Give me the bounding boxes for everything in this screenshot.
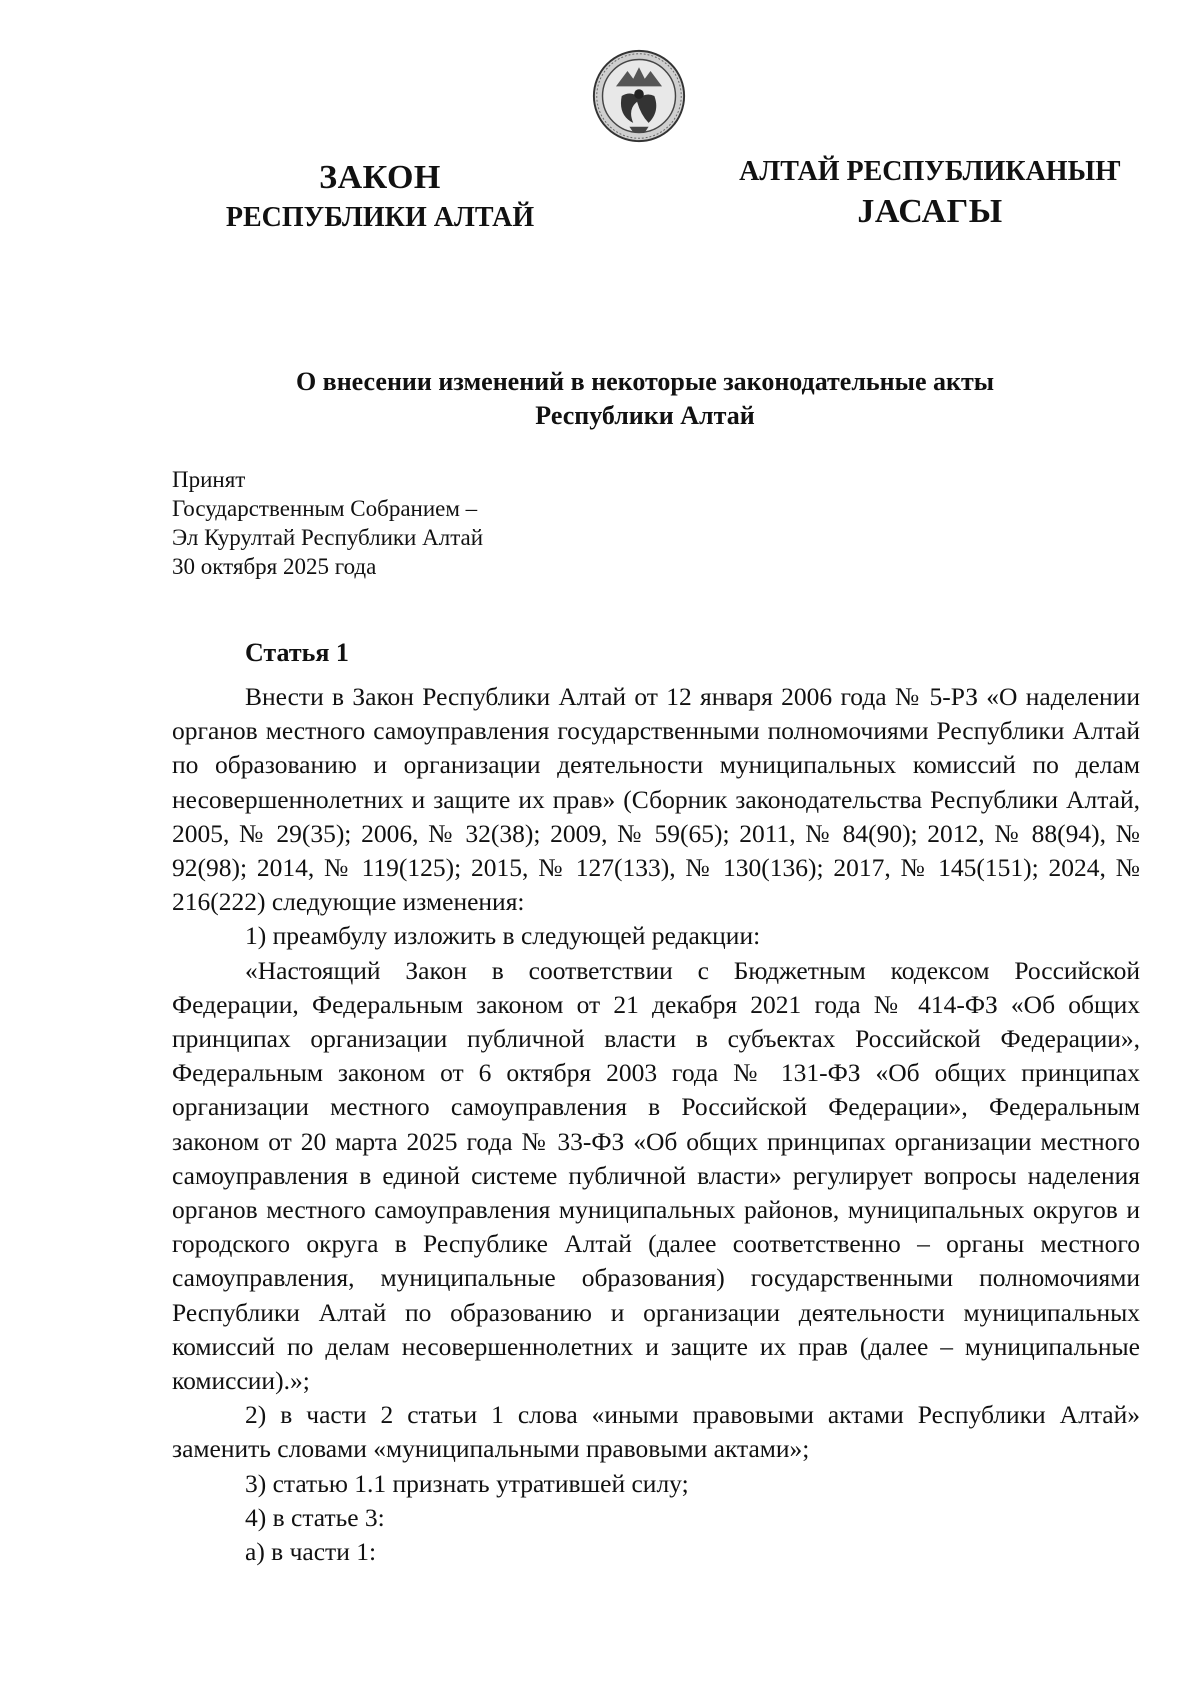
adoption-line: Принят <box>172 467 246 492</box>
law-title-altai: ЈАСАГЫ <box>857 193 1003 230</box>
paragraph: Внести в Закон Республики Алтай от 12 января 2006 года № 5-РЗ «О наделении органов местного самоуправления государственными полномочиями Республики Алтай по образованию и организации деятельности муниципальных комиссий по делам несовершеннолетних и защите их прав» (Сборник законодательства Республики Алтай, 2005, № 29(35); 2006, № 32(38); 2009, № 59(65); 2011, № 84(90); 2012, № 88(94), № 92(98); 2014, № 119(125); 2015, № 127(133), № 130(136); 2017, № 145(151); 2024, № 216(222) следующие изменения: <box>172 682 1140 917</box>
paragraph: 1) преамбулу изложить в следующей редакции: <box>245 921 761 951</box>
republic-name-altai: АЛТАЙ РЕСПУБЛИКАНЫҤ <box>739 156 1121 187</box>
paragraph: 4) в статье 3: <box>245 1502 385 1532</box>
paragraph: «Настоящий Закон в соответствии с Бюджетным кодексом Российской Федерации, Федеральным законом от 21 декабря 2021 года № 414-ФЗ «Об общих принципах организации публичной власти в субъектах Российской Федерации», Федеральным законом от 6 октября 2003 года № 131-ФЗ «Об общих принципах организации местного самоуправления в Российской Федерации», Федеральным законом от 20 марта 2025 года № 33-ФЗ «Об общих принципах организации местного самоуправления в единой системе публичной власти» регулирует вопросы наделения органов местного самоуправления муниципальных районов, муниципальных округов и городского округа в Республике Алтай (далее соответственно – органы местного самоуправления, муниципальные образования) государственными полномочиями Республики Алтай по образованию и организации деятельности муниципальных комиссий по делам несовершеннолетних и защите их прав (далее – муниципальные комиссии).»; <box>172 955 1140 1396</box>
article-heading: Статья 1 <box>245 638 349 667</box>
law-title: ЗАКОН <box>319 159 441 196</box>
adoption-block <box>172 465 483 581</box>
document-title-line2: Республики Алтай <box>535 401 755 430</box>
paragraph: 3) статью 1.1 признать утратившей силу; <box>245 1468 689 1498</box>
article-body <box>172 680 1140 1569</box>
adoption-line: Эл Курултай Республики Алтай <box>172 525 484 550</box>
document-title-line1: О внесении изменений в некоторые законодательные акты <box>295 367 995 396</box>
law-header-russian <box>215 158 545 238</box>
paragraph: 2) в части 2 статьи 1 слова «иными правовыми актами Республики Алтай» заменить словами «муниципальными правовыми актами»; <box>172 1400 1140 1464</box>
document-title <box>170 365 1120 433</box>
adoption-line: Государственным Собранием – <box>172 496 478 521</box>
law-header-altai <box>720 152 1140 232</box>
republic-name: РЕСПУБЛИКИ АЛТАЙ <box>225 202 535 233</box>
altai-coat-of-arms-icon <box>591 48 687 144</box>
adoption-date: 30 октября 2025 года <box>172 554 377 579</box>
paragraph: а) в части 1: <box>245 1537 377 1567</box>
